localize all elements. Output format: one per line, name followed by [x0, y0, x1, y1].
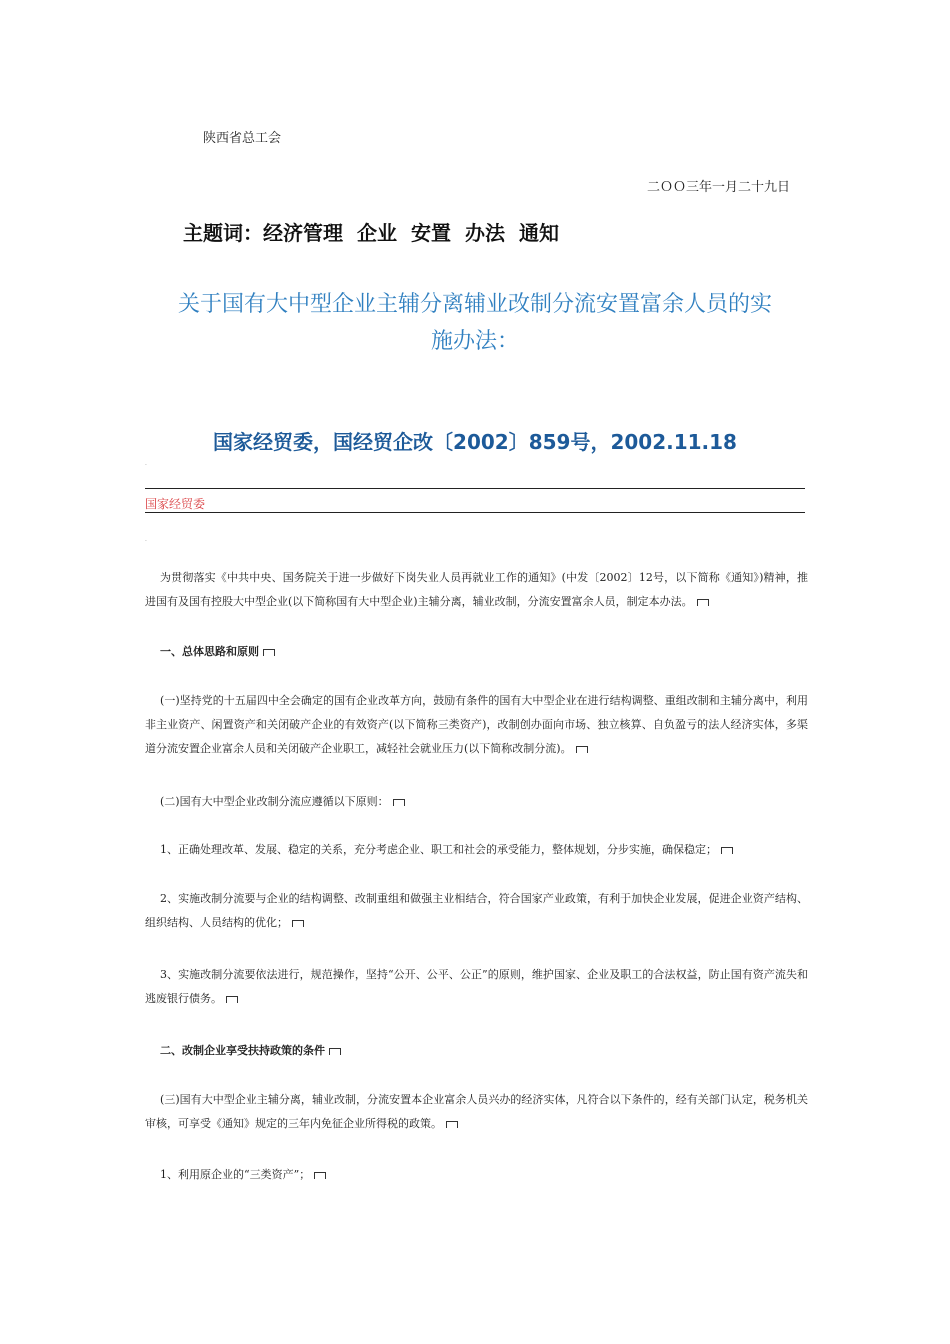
paragraph-mark-icon	[697, 599, 709, 606]
anchor-mark: ·	[145, 462, 147, 469]
keywords-line	[183, 217, 573, 246]
paragraph-mark-icon	[314, 1172, 326, 1179]
paragraph-mark-icon	[226, 996, 238, 1003]
section-heading-1	[160, 643, 275, 659]
paragraph-mark-icon	[576, 746, 588, 753]
paragraph-text: (三)国有大中型企业主辅分离，辅业改制，分流安置本企业富余人员兴办的经济实体，凡符合以下条件的，经有关部门认定，税务机关审核，可享受《通知》规定的三年内免征企业所得税的政策。	[145, 1093, 808, 1130]
paragraph-text: 3、实施改制分流要依法进行，规范操作，坚持“公开、公平、公正”的原则，维护国家、企业及职工的合法权益，防止国有资产流失和逃废银行债务。	[145, 968, 808, 1005]
bottom-divider	[145, 512, 805, 513]
paragraph-2	[145, 790, 808, 814]
paragraph-mark-icon	[292, 920, 304, 927]
paragraph-text: (一)坚持党的十五届四中全会确定的国有企业改革方向，鼓励有条件的国有大中型企业在进行结构调整、重组改制和主辅分离中，利用非主业资产、闲置资产和关闭破产企业的有效资产(以下简称三类资产)，改制创办面向市场、独立核算、自负盈亏的法人经济实体，多渠道分流安置企业富余人员和关闭破产企业职工，减轻社会就业压力(以下简称改制分流)。	[145, 694, 808, 755]
anchor-mark: ·	[145, 538, 147, 545]
paragraph-1	[145, 689, 808, 761]
document-date: 二ＯＯ三年一月二十九日	[646, 180, 790, 195]
paragraph-mark-icon	[329, 1048, 341, 1055]
paragraph-mark-icon	[263, 649, 275, 656]
paragraph-3-1	[145, 1163, 808, 1187]
top-divider	[145, 488, 805, 489]
document-subtitle: 国家经贸委，国经贸企改〔2002〕859号，2002.11.18	[213, 430, 737, 454]
paragraph-text: 为贯彻落实《中共中央、国务院关于进一步做好下岗失业人员再就业工作的通知》(中发〔2002〕12号，以下简称《通知》)精神，推进国有及国有控股大中型企业(以下简称国有大中型企业)主辅分离，辅业改制，分流安置富余人员，制定本办法。	[145, 571, 808, 608]
intro-paragraph	[145, 566, 808, 614]
section-heading-2	[160, 1042, 341, 1058]
keyword-item: 办法	[465, 221, 505, 245]
organization-name: 陕西省总工会	[203, 131, 282, 146]
paragraph-mark-icon	[446, 1121, 458, 1128]
keywords-label: 主题词：	[183, 221, 263, 245]
paragraph-2-2	[145, 887, 808, 935]
keyword-item: 企业	[357, 221, 397, 245]
paragraph-text: 1、正确处理改革、发展、稳定的关系，充分考虑企业、职工和社会的承受能力，整体规划，分步实施，确保稳定；	[160, 843, 717, 856]
title-line-1: 关于国有大中型企业主辅分离辅业改制分流安置富余人员的实	[177, 292, 772, 317]
heading-text: 一、总体思路和原则	[160, 645, 259, 658]
paragraph-mark-icon	[393, 799, 405, 806]
source-label: 国家经贸委	[145, 497, 206, 511]
paragraph-3	[145, 1088, 808, 1136]
paragraph-text: 1、利用原企业的“三类资产”；	[160, 1168, 311, 1181]
keyword-item: 经济管理	[263, 221, 343, 245]
paragraph-text: 2、实施改制分流要与企业的结构调整、改制重组和做强主业相结合，符合国家产业政策，有利于加快企业发展，促进企业资产结构、组织结构、人员结构的优化；	[145, 892, 808, 929]
paragraph-text: (二)国有大中型企业改制分流应遵循以下原则：	[160, 795, 389, 808]
keyword-item: 安置	[411, 221, 451, 245]
paragraph-2-1	[145, 838, 808, 862]
heading-text: 二、改制企业享受扶持政策的条件	[160, 1044, 325, 1057]
document-title	[140, 286, 810, 360]
paragraph-2-3	[145, 963, 808, 1011]
title-line-2: 施办法：	[430, 329, 519, 354]
keyword-item: 通知	[519, 221, 559, 245]
paragraph-mark-icon	[721, 847, 733, 854]
